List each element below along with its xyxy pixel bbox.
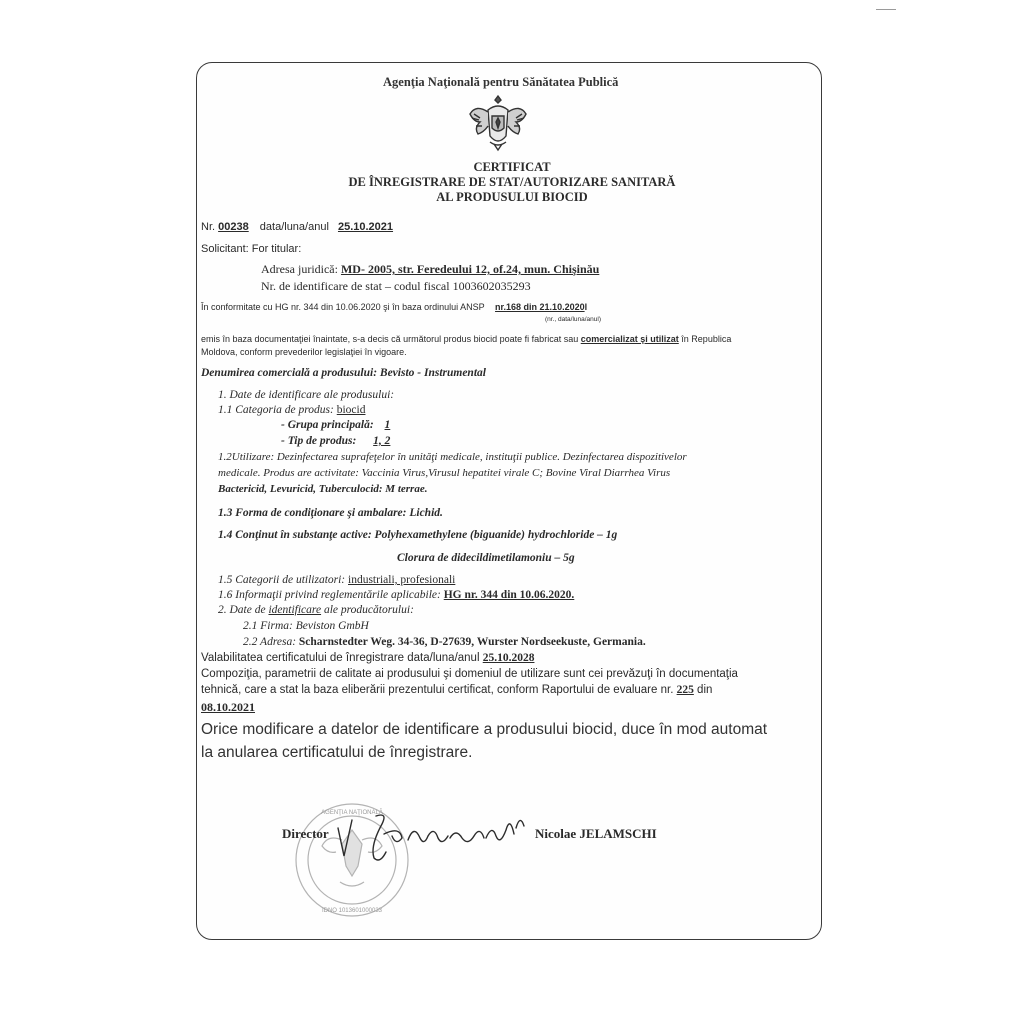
idno-value: 1003602035293 (452, 279, 531, 293)
composition-tail: din (697, 684, 713, 696)
idno-label: Nr. de identificare de stat – codul fiscal (261, 279, 450, 293)
tip-label: - Tip de produs: (281, 435, 357, 447)
regulations-row (218, 590, 574, 602)
manufacturer-address-label: 2.2 Adresa: (243, 636, 297, 648)
category-value: biocid (336, 404, 366, 416)
conform-row (201, 303, 587, 312)
report-number: 225 (676, 684, 694, 696)
user-category-row (218, 575, 455, 587)
composition-text: tehnică, care a stat la baza eliberării prezentului certificat, conform Raportului de evaluare nr. (201, 684, 674, 696)
report-date: 08.10.2021 (201, 700, 255, 714)
order-reference: nr.168 din 21.10.2020 (495, 302, 585, 312)
validity-row (201, 653, 534, 665)
idno-row (261, 280, 531, 292)
grupa-row (281, 420, 390, 432)
agency-name: Agenţia Naţională pentru Sănătatea Publică (383, 75, 619, 89)
composition-line-1: Compoziţia, parametrii de calitate ai produsului şi domeniul de utilizare sunt cei prevăzuţi în documentaţia (201, 668, 738, 680)
cert-date: 25.10.2021 (337, 221, 394, 233)
scan-corner-mark (876, 9, 896, 10)
validity-label: Valabilitatea certificatului de înregistrare data/luna/anul (201, 652, 480, 664)
svg-text:IDNO 1013601000033: IDNO 1013601000033 (321, 908, 383, 914)
user-category-label: 1.5 Categorii de utilizatori: (218, 574, 346, 586)
director-name: Nicolae JELAMSCHI (535, 826, 657, 841)
notice-line-2: la anularea certificatului de înregistrare. (201, 744, 473, 761)
section-2-heading (218, 605, 414, 617)
emis-tail: în Republica (681, 334, 732, 344)
address-value: MD- 2005, str. Feredeului 12, of.24, mun. Chişinău (340, 262, 600, 276)
cert-number-label: Nr. (201, 221, 216, 233)
solicitant-label: Solicitant: For titular: (201, 243, 302, 255)
section-2-underlined: identificare (268, 604, 322, 616)
section-1-heading: 1. Date de identificare ale produsului: (218, 389, 395, 401)
active-substance-1: 1.4 Conţinut în substanţe active: Polyhexamethylene (biguanide) hydrochloride – 1g (218, 529, 618, 541)
category-row (218, 405, 365, 417)
manufacturer-address-value: Scharnstedter Weg. 34-36, D-27639, Wurster Nordseekuste, Germania. (298, 636, 646, 648)
title-line-3: AL PRODUSULUI BIOCID (436, 190, 588, 204)
notice-line-1: Orice modificare a datelor de identificare a produsului biocid, duce în mod automat (201, 721, 768, 738)
utilizare-line-3: Bactericid, Levuricid, Tuberculocid: M terrae. (218, 483, 428, 495)
manufacturer-address-row (243, 637, 646, 649)
address-label: Adresa juridică: (261, 262, 338, 276)
svg-text:AGENŢIA NAŢIONALĂ: AGENŢIA NAŢIONALĂ (321, 810, 383, 816)
director-signature-icon (330, 806, 550, 868)
director-label: Director (282, 826, 329, 841)
regulations-value: HG nr. 344 din 10.06.2020. (443, 589, 575, 601)
moldova-coat-of-arms-icon (466, 92, 530, 154)
conform-text: În conformitate cu HG nr. 344 din 10.06.2020 şi în baza ordinului ANSP (201, 302, 485, 312)
grupa-label: - Grupa principală: (281, 419, 374, 431)
category-label: 1.1 Categoria de produs: (218, 404, 334, 416)
address-row (261, 263, 599, 275)
tip-row (281, 436, 390, 448)
regulations-label: 1.6 Informaţii privind reglementările aplicabile: (218, 589, 441, 601)
utilizare-line-2: medicale. Produs are activitate: Vaccinia Virus,Virusul hepatitei virale C; Bovine Viral Diarrhea Virus (218, 467, 671, 479)
cert-date-label: data/luna/anul (259, 221, 329, 233)
forma-conditionare: 1.3 Forma de condiţionare şi ambalare: Lichid. (218, 507, 443, 519)
section-2-pre: 2. Date de (218, 604, 266, 616)
title-line-2: DE ÎNREGISTRARE DE STAT/AUTORIZARE SANITARĂ (348, 175, 676, 189)
utilizare-line-1: 1.2Utilizare: Dezinfectarea suprafeţelor în unităţi medicale, instituţii publice. Dezinfectarea dispozitivelor (218, 451, 687, 463)
user-category-value: industriali, profesionali (348, 574, 456, 586)
order-caption: (nr., data/luna/anul) (545, 316, 602, 323)
tip-value: 1, 2 (373, 435, 391, 447)
validity-date: 25.10.2028 (482, 652, 535, 664)
grupa-value: 1 (384, 419, 391, 431)
active-substance-2: Clorura de didecildimetilamoniu – 5g (397, 552, 575, 564)
title-line-1: CERTIFICAT (473, 160, 551, 174)
emis-text: emis în baza documentaţiei înaintate, s-a decis că următorul produs biocid poate fi fabricat sau (201, 334, 579, 344)
cert-number: 00238 (218, 221, 249, 233)
manufacturer-firm: 2.1 Firma: Beviston GmbH (243, 620, 369, 632)
composition-line-2 (201, 685, 712, 697)
emis-line-1 (201, 335, 731, 344)
cert-number-row (201, 222, 393, 233)
emis-line-2: Moldova, conform prevederilor legislaţiei în vigoare. (201, 347, 407, 357)
order-tail: l (584, 302, 588, 312)
section-2-post: ale producătorului: (323, 604, 414, 616)
product-name: Denumirea comercială a produsului: Bevisto - Instrumental (201, 367, 486, 379)
emis-highlight: comercializat şi utilizat (580, 334, 679, 344)
